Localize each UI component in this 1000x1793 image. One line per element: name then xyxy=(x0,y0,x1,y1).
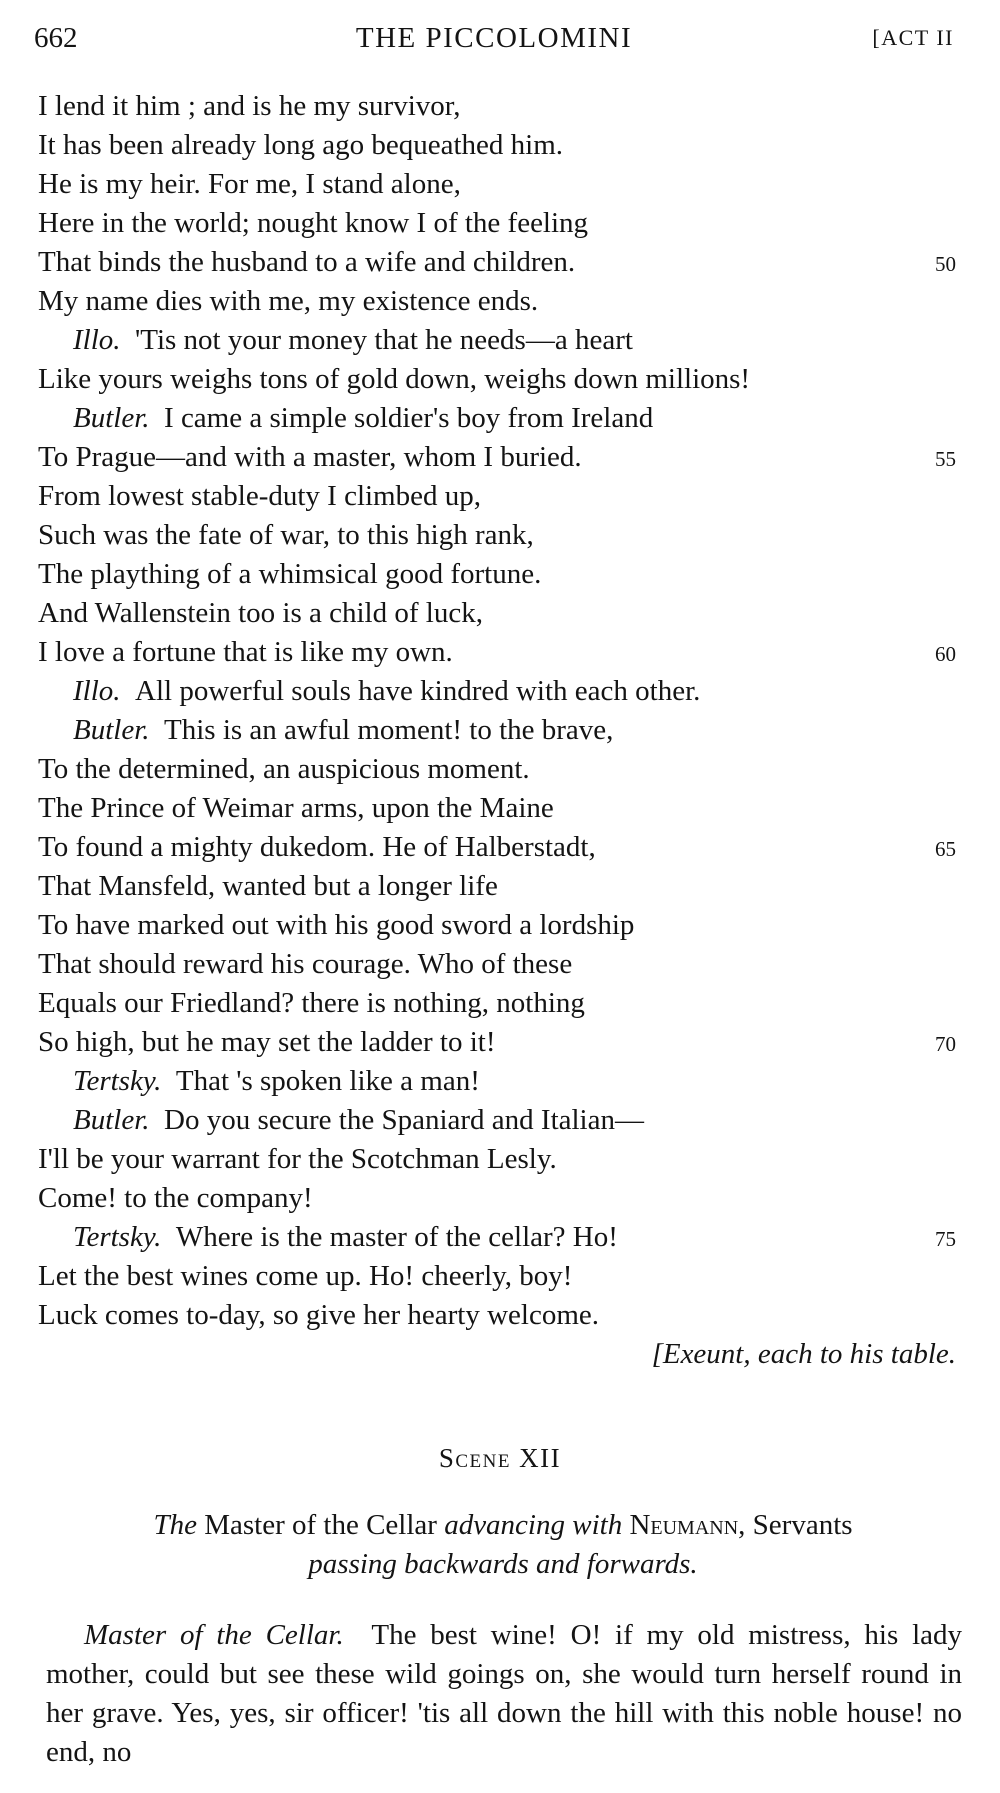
verse-text: Here in the world; nought know I of the feeling xyxy=(38,207,589,239)
verse-text: My name dies with me, my existence ends. xyxy=(38,285,539,317)
scene-heading: Scene XII xyxy=(438,1443,562,1473)
verse-line xyxy=(38,360,956,399)
verse-text: Luck comes to-day, so give her hearty welcome. xyxy=(38,1299,599,1331)
scene-desc-servants: , Servants xyxy=(738,1509,853,1541)
verse-text: Like yours weighs tons of gold down, weighs down millions! xyxy=(38,363,751,395)
verse-block xyxy=(38,87,956,1374)
line-number: 50 xyxy=(935,252,956,276)
speaker-name: Tertsky. xyxy=(73,1065,162,1097)
verse-line xyxy=(38,204,956,243)
prose-speaker: Master of the Cellar. xyxy=(84,1619,344,1651)
verse-text: 'Tis not your money that he needs—a heart xyxy=(135,324,633,356)
verse-text: That binds the husband to a wife and children. xyxy=(38,246,576,278)
speaker-name: Butler. xyxy=(73,1104,150,1136)
verse-line xyxy=(38,1140,956,1179)
scene-description xyxy=(44,1506,962,1584)
scene-desc-the: The xyxy=(153,1509,197,1541)
verse-text: The Prince of Weimar arms, upon the Maine xyxy=(38,792,554,824)
running-title: THE PICCOLOMINI xyxy=(355,22,633,54)
verse-line xyxy=(38,945,956,984)
verse-text: From lowest stable-duty I climbed up, xyxy=(38,480,481,512)
verse-text: That 's spoken like a man! xyxy=(175,1065,480,1097)
verse-line xyxy=(38,243,956,282)
verse-text: To Prague—and with a master, whom I buried. xyxy=(38,441,582,473)
verse-text: He is my heir. For me, I stand alone, xyxy=(38,168,461,200)
verse-line xyxy=(38,711,956,750)
scene-desc-neumann: Neumann xyxy=(629,1509,739,1541)
verse-line xyxy=(38,87,956,126)
verse-text: Do you secure the Spaniard and Italian— xyxy=(164,1104,644,1136)
verse-line xyxy=(38,984,956,1023)
stage-direction: [Exeunt, each to his table. xyxy=(651,1338,956,1370)
verse-line xyxy=(38,1023,956,1062)
verse-line xyxy=(38,1257,956,1296)
verse-line xyxy=(38,594,956,633)
line-number: 55 xyxy=(935,447,956,471)
verse-line xyxy=(38,165,956,204)
verse-text: To the determined, an auspicious moment. xyxy=(38,753,530,785)
verse-text: I came a simple soldier's boy from Ireland xyxy=(164,402,654,434)
verse-line xyxy=(38,516,956,555)
verse-line xyxy=(38,906,956,945)
line-number: 75 xyxy=(935,1227,956,1251)
verse-text: All powerful souls have kindred with each other. xyxy=(135,675,701,707)
page-header xyxy=(34,18,954,58)
line-number: 65 xyxy=(935,837,956,861)
prose-paragraph xyxy=(46,1616,962,1772)
verse-line xyxy=(38,633,956,672)
verse-text: That should reward his courage. Who of these xyxy=(38,948,573,980)
verse-line xyxy=(38,399,956,438)
verse-text: I love a fortune that is like my own. xyxy=(38,636,453,668)
verse-text: I lend it him ; and is he my survivor, xyxy=(38,90,461,122)
verse-text: And Wallenstein too is a child of luck, xyxy=(38,597,483,629)
verse-line xyxy=(38,789,956,828)
verse-text: So high, but he may set the ladder to it! xyxy=(38,1026,496,1058)
verse-text: That Mansfeld, wanted but a longer life xyxy=(38,870,498,902)
verse-line xyxy=(38,555,956,594)
verse-line xyxy=(38,1062,956,1101)
prose-text: The best wine! O! if my old mistress, his lady mother, could but see these wild goings on, she would turn herself round in her grave. Yes, yes, sir officer! 'tis all down the hill with this noble house! no end, no xyxy=(46,1619,962,1768)
verse-line xyxy=(38,867,956,906)
verse-text: Come! to the company! xyxy=(38,1182,313,1214)
verse-text: To have marked out with his good sword a lordship xyxy=(38,909,635,941)
verse-line xyxy=(38,321,956,360)
act-label: [ACT II xyxy=(872,25,954,50)
verse-line xyxy=(38,750,956,789)
verse-line xyxy=(38,672,956,711)
verse-line xyxy=(38,438,956,477)
speaker-name: Butler. xyxy=(73,402,150,434)
verse-text: Such was the fate of war, to this high rank, xyxy=(38,519,534,551)
page-number: 662 xyxy=(34,22,78,54)
verse-line xyxy=(38,1218,956,1257)
verse-line xyxy=(38,1101,956,1140)
scene-desc-master: Master of the Cellar xyxy=(204,1509,437,1541)
verse-line xyxy=(38,828,956,867)
speaker-name: Illo. xyxy=(73,675,121,707)
verse-line xyxy=(38,1179,956,1218)
speaker-name: Tertsky. xyxy=(73,1221,162,1253)
verse-line xyxy=(38,126,956,165)
verse-text: Where is the master of the cellar? Ho! xyxy=(175,1221,618,1253)
scene-desc-passing: passing backwards and forwards. xyxy=(308,1548,698,1580)
verse-text: Equals our Friedland? there is nothing, nothing xyxy=(38,987,585,1019)
verse-line xyxy=(38,477,956,516)
line-number: 70 xyxy=(935,1032,956,1056)
verse-text: To found a mighty dukedom. He of Halberstadt, xyxy=(38,831,596,863)
speaker-name: Illo. xyxy=(73,324,121,356)
verse-line xyxy=(38,282,956,321)
scene-desc-advancing: advancing with xyxy=(444,1509,623,1541)
verse-text: It has been already long ago bequeathed him. xyxy=(38,129,564,161)
verse-text: This is an awful moment! to the brave, xyxy=(164,714,614,746)
speaker-name: Butler. xyxy=(73,714,150,746)
verse-text: Let the best wines come up. Ho! cheerly, boy! xyxy=(38,1260,573,1292)
verse-text: I'll be your warrant for the Scotchman Lesly. xyxy=(38,1143,557,1175)
verse-line xyxy=(38,1296,956,1335)
verse-text: The plaything of a whimsical good fortune. xyxy=(38,558,542,590)
line-number: 60 xyxy=(935,642,956,666)
